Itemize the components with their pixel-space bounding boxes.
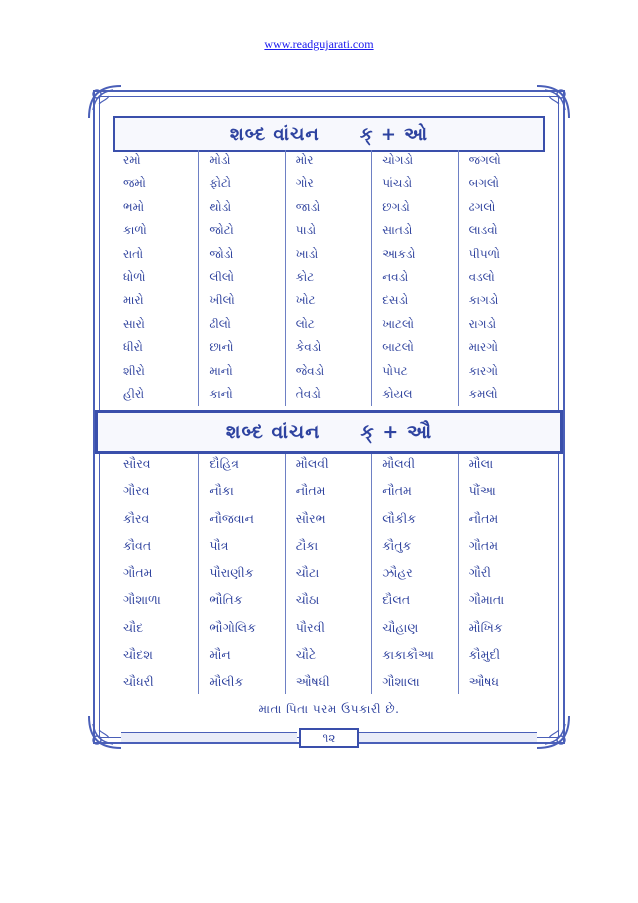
word-cell: ગૌતમ (468, 537, 499, 553)
word-cell: સાતડો (382, 223, 413, 238)
word-column (286, 150, 372, 406)
word-cell: તેવડો (295, 386, 321, 401)
word-cell: શીરો (123, 363, 145, 378)
word-cell: જોડો (209, 246, 234, 261)
section-2-title-left: શબ્દ વાંચન (225, 421, 321, 443)
word-cell: પીપળો (468, 246, 500, 261)
word-cell: થોડો (209, 199, 232, 214)
word-cell: ખાડો (295, 246, 319, 261)
word-cell: જમો (123, 176, 146, 191)
section-2-title (95, 410, 563, 454)
word-cell: રાગડો (468, 316, 497, 331)
word-cell: નૌતમ (468, 510, 499, 526)
word-cell: કાળો (123, 223, 147, 238)
word-cell: સૌરભ (295, 510, 326, 526)
word-cell: પાડો (295, 223, 317, 238)
word-cell: ગૌરવ (123, 483, 150, 499)
word-cell: લીલો (209, 269, 234, 284)
ornament-bottom-left-icon (85, 712, 125, 752)
word-cell: દૌહિત્ર (209, 456, 239, 471)
page-frame (85, 82, 573, 752)
word-cell: ખાટલો (382, 316, 415, 331)
word-column (113, 454, 199, 694)
word-column (199, 150, 285, 406)
word-cell: ભમો (123, 199, 145, 214)
word-cell: ઢીલો (209, 316, 231, 331)
word-column (459, 454, 545, 694)
word-cell: મોડો (209, 153, 231, 167)
word-cell: કાનો (209, 386, 233, 401)
word-cell: ભૌતિક (209, 592, 243, 608)
word-cell: ખોટ (295, 293, 316, 308)
word-cell: નૌકા (209, 483, 234, 499)
word-cell: સારો (123, 316, 145, 331)
word-cell: કૌરવ (123, 510, 150, 526)
word-cell: રાતો (123, 246, 144, 261)
ornament-bottom-right-icon (533, 712, 573, 752)
word-cell: પોપટ (382, 363, 408, 378)
section-1-title-right: ક્ + ઓ (359, 123, 429, 145)
motto: માતા પિતા પરમ ઉપકારી છે. (258, 702, 400, 716)
word-cell: લૌકીક (382, 510, 417, 526)
word-cell: કેવડો (295, 340, 322, 355)
word-cell: મૌલા (468, 456, 494, 471)
word-cell: મારગો (468, 340, 498, 355)
word-cell: જોટો (209, 223, 234, 238)
section-1-word-grid (113, 150, 545, 406)
word-cell: છગડો (382, 199, 410, 214)
word-cell: હીરો (123, 386, 145, 401)
word-cell: લોટ (295, 316, 315, 331)
page-number: ૧૨ (299, 728, 359, 748)
word-cell: જેવડો (295, 363, 325, 378)
word-cell: જગલો (468, 153, 501, 167)
word-cell: ગૌશાલા (382, 674, 420, 689)
word-cell: દૌલત (382, 592, 411, 608)
word-cell: બાટલો (382, 340, 414, 355)
word-cell: પાંચડો (382, 176, 413, 191)
word-cell: નૌજવાન (209, 510, 254, 526)
word-cell: પૌત્ર (209, 537, 229, 553)
word-column (113, 150, 199, 406)
word-cell: ચોગડો (382, 153, 414, 167)
word-cell: રમો (123, 153, 141, 167)
word-cell: કૌવત (123, 537, 152, 553)
word-cell: ધીરો (123, 340, 143, 355)
word-cell: ગૌરી (468, 565, 491, 580)
word-cell: કૌમુદી (468, 646, 501, 662)
word-cell: પૌરાણીક (209, 565, 254, 580)
word-cell: ભૌગોલિક (209, 619, 256, 635)
word-cell: લાડવો (468, 223, 498, 238)
word-cell: જાડો (295, 199, 321, 214)
word-cell: ટૌકા (295, 537, 319, 553)
word-cell: દસડો (382, 293, 409, 308)
word-cell: કાગડો (468, 293, 499, 308)
section-1-title (113, 116, 545, 152)
word-cell: પૌરવી (295, 619, 325, 635)
word-cell: ઔષધી (295, 674, 330, 689)
word-cell: ગૌમાતા (468, 592, 505, 608)
word-cell: ગોર (295, 176, 314, 191)
word-cell: કાકાકૌઆ (382, 646, 434, 662)
word-cell: વડલો (468, 269, 495, 284)
word-cell: ચૌદશ (123, 646, 153, 662)
word-cell: નવડો (382, 269, 409, 284)
word-column (459, 150, 545, 406)
bottom-bar-left (121, 732, 297, 743)
section-2-title-right: ક્ + ઔ (360, 421, 433, 443)
word-cell: કોયલ (382, 386, 413, 401)
word-cell: સૌરવ (123, 456, 151, 471)
word-cell: કમલો (468, 386, 498, 401)
word-cell: ખીલો (209, 293, 235, 308)
word-cell: ધોળો (123, 269, 146, 284)
section-2-word-grid (113, 454, 545, 694)
word-cell: ચૌદ (123, 619, 144, 635)
word-cell: છાનો (209, 340, 234, 355)
word-column (372, 454, 458, 694)
word-column (372, 150, 458, 406)
word-cell: ચૌટા (295, 565, 320, 580)
word-cell: ઢગલો (468, 199, 496, 214)
word-cell: નૌતમ (382, 483, 412, 499)
word-cell: માનો (209, 363, 233, 378)
word-column (199, 454, 285, 694)
word-cell: ચૌટે (295, 646, 317, 662)
word-cell: ઝૌહર (382, 565, 413, 580)
word-cell: મૌલવી (382, 456, 416, 471)
section-1-title-left: શબ્દ વાંચન (229, 123, 320, 145)
word-cell: મૌન (209, 646, 231, 662)
word-cell: કોટ (295, 269, 315, 284)
word-cell: મારો (123, 293, 144, 308)
word-cell: મોર (295, 153, 314, 167)
word-cell: મૌખિક (468, 619, 503, 635)
word-cell: બગલો (468, 176, 500, 191)
word-cell: ગૌતમ (123, 565, 153, 580)
word-cell: નૌતમ (295, 483, 326, 499)
word-cell: ગૌશાળા (123, 592, 161, 608)
word-cell: મૌલીક (209, 674, 244, 689)
bottom-bar-right (359, 732, 537, 743)
word-cell: કૌતુક (382, 537, 412, 553)
word-cell: ચૌધરી (123, 674, 154, 689)
word-cell: ઔષધ (468, 674, 499, 689)
word-cell: ચૌઠા (295, 592, 320, 608)
word-cell: કારગો (468, 363, 498, 378)
site-link[interactable]: www.readgujarati.com (264, 37, 374, 51)
word-cell: ચૌહાણ (382, 619, 419, 635)
word-cell: આકડો (382, 246, 416, 261)
word-cell: મૌલવી (295, 456, 329, 471)
word-cell: પૌંઆ (468, 483, 496, 499)
word-column (286, 454, 372, 694)
word-cell: ફોટો (209, 176, 231, 191)
